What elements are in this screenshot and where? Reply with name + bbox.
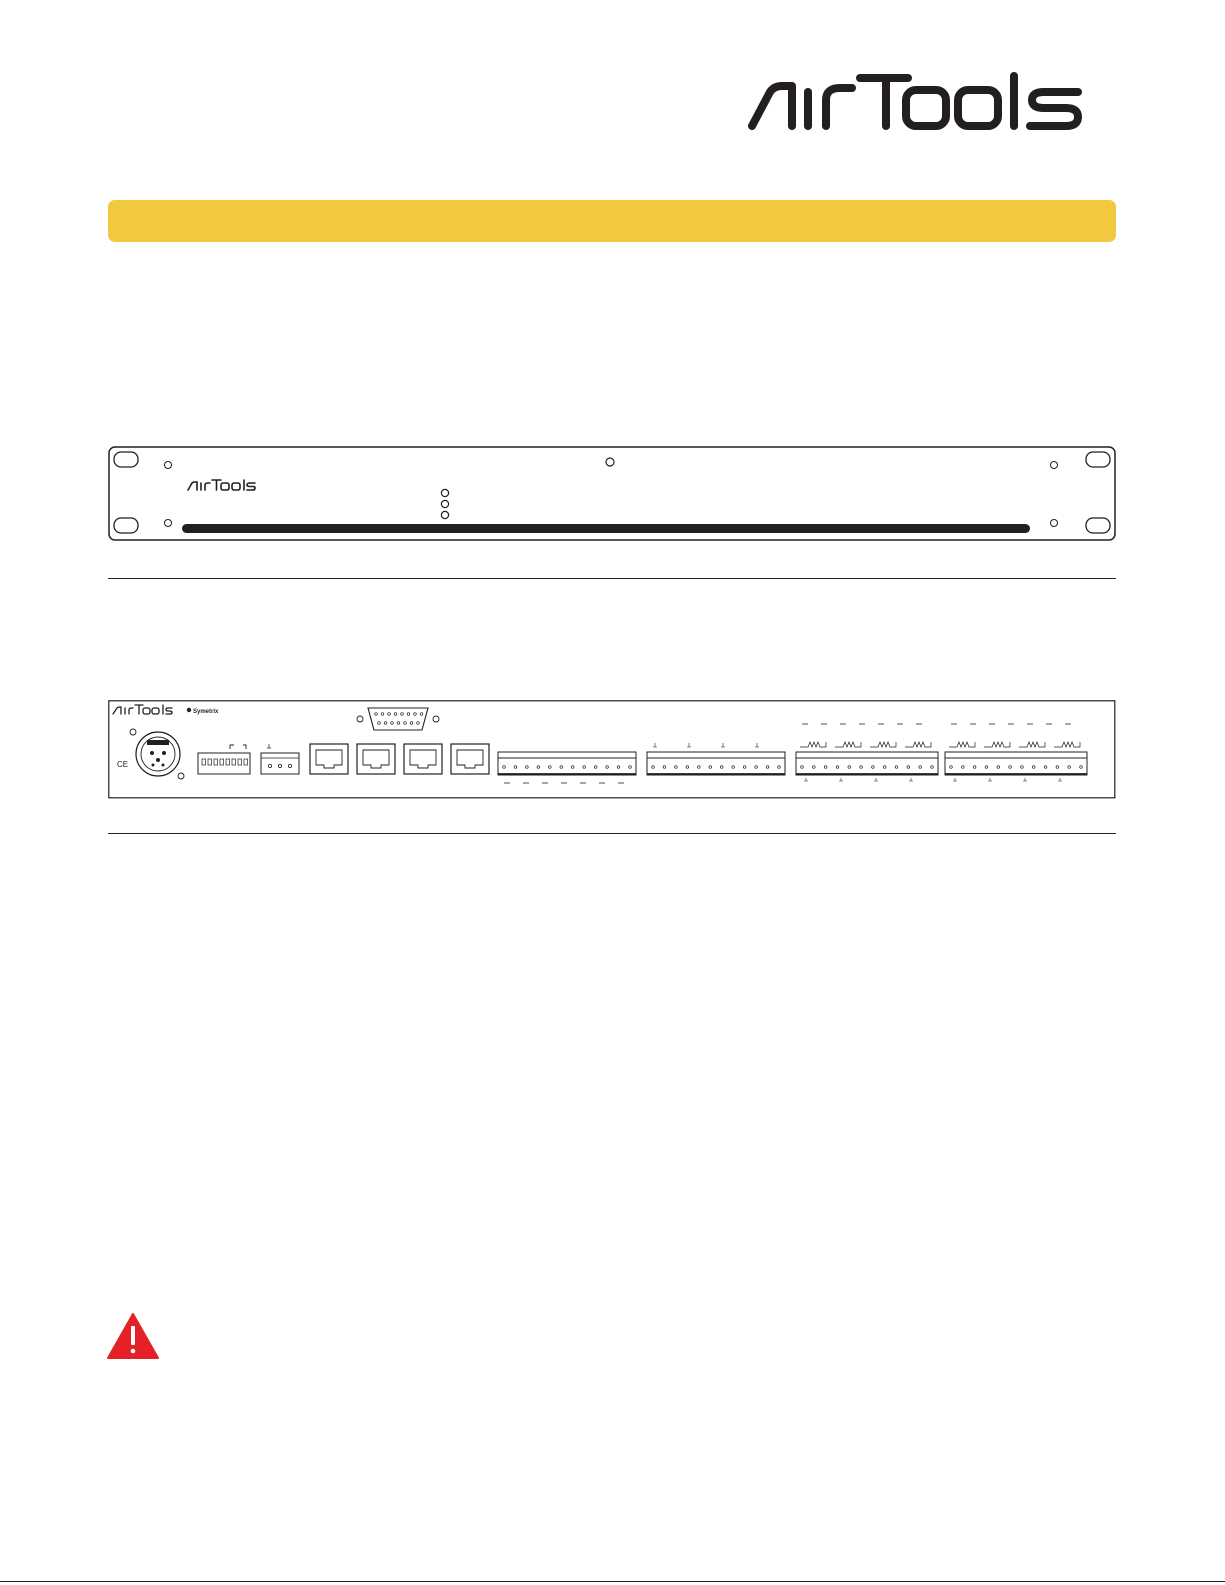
title-bar xyxy=(108,200,1116,242)
ce-mark: CE xyxy=(117,760,129,769)
divider-top xyxy=(108,578,1116,579)
rear-panel-drawing xyxy=(108,700,1116,800)
airtools-logo xyxy=(748,70,1088,134)
brand-label: Symetrix xyxy=(193,709,219,715)
warning-triangle-icon xyxy=(106,1312,160,1360)
page-bottom-rule xyxy=(0,1581,1225,1582)
divider-bottom xyxy=(108,833,1116,834)
front-panel-drawing xyxy=(108,446,1116,542)
